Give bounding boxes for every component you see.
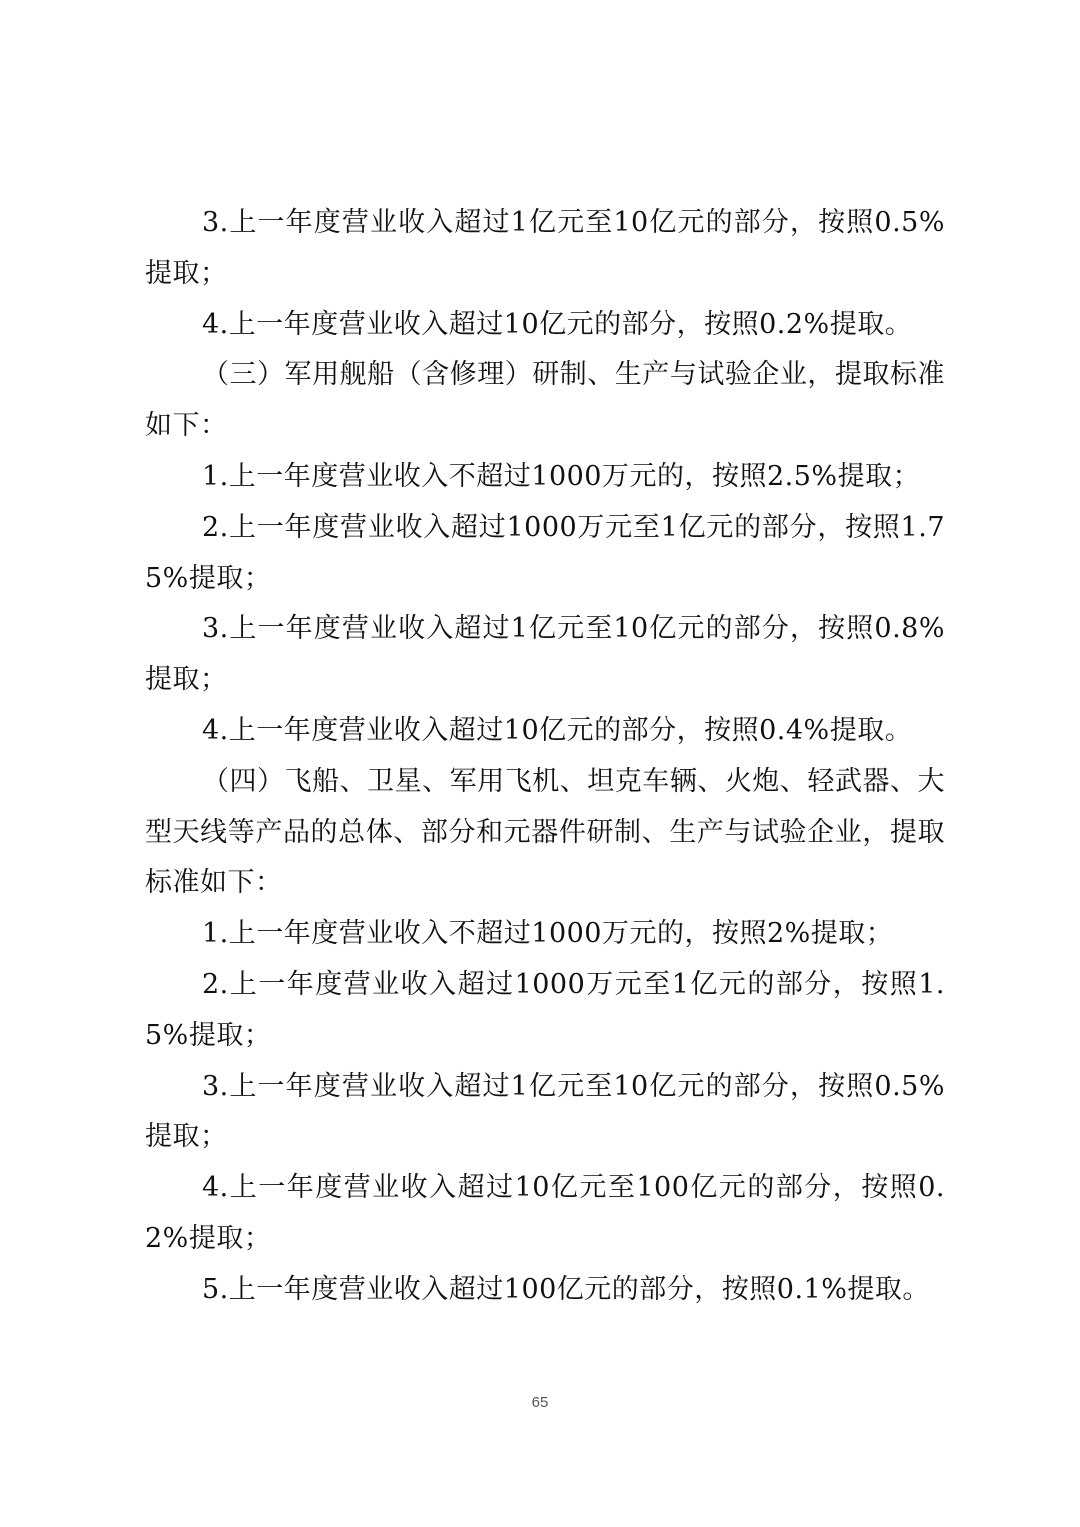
- section-heading-4-spacecraft-aircraft: （四）飞船、卫星、军用飞机、坦克车辆、火炮、轻武器、大型天线等产品的总体、部分和元器件研制、生产与试验企业，提取标准如下：: [145, 765, 945, 899]
- paragraph-item-1-rate-2: 1.上一年度营业收入不超过1000万元的，按照2%提取；: [202, 918, 894, 950]
- paragraph-item-5-rate-0-1: 5.上一年度营业收入超过100亿元的部分，按照0.1%提取。: [202, 1273, 930, 1305]
- section-heading-3-naval-ships: （三）军用舰船（含修理）研制、生产与试验企业，提取标准如下：: [145, 359, 945, 442]
- paragraph-item-3-rate-0-8: 3.上一年度营业收入超过1亿元至10亿元的部分，按照0.8%提取；: [145, 613, 945, 696]
- paragraph-item-3-rate-0-5: 3.上一年度营业收入超过1亿元至10亿元的部分，按照0.5%提取；: [145, 207, 945, 289]
- paragraph-item-1-rate-2-5: 1.上一年度营业收入不超过1000万元的，按照2.5%提取；: [202, 460, 921, 492]
- paragraph-item-4-rate-0-2: 4.上一年度营业收入超过10亿元的部分，按照0.2%提取。: [202, 308, 913, 340]
- paragraph-item-3-rate-0-5b: 3.上一年度营业收入超过1亿元至10亿元的部分，按照0.5%提取；: [145, 1070, 945, 1153]
- paragraph-item-4-rate-0-4: 4.上一年度营业收入超过10亿元的部分，按照0.4%提取。: [202, 714, 913, 746]
- paragraph-item-2-rate-1-5: 2.上一年度营业收入超过1000万元至1亿元的部分，按照1.5%提取；: [145, 968, 945, 1051]
- page-number: 65: [531, 1394, 549, 1411]
- paragraph-item-4-rate-0-2b: 4.上一年度营业收入超过10亿元至100亿元的部分，按照0.2%提取；: [145, 1172, 945, 1254]
- paragraph-item-2-rate-1-75: 2.上一年度营业收入超过1000万元至1亿元的部分，按照1.75%提取；: [145, 511, 945, 594]
- document-page: [145, 198, 945, 1316]
